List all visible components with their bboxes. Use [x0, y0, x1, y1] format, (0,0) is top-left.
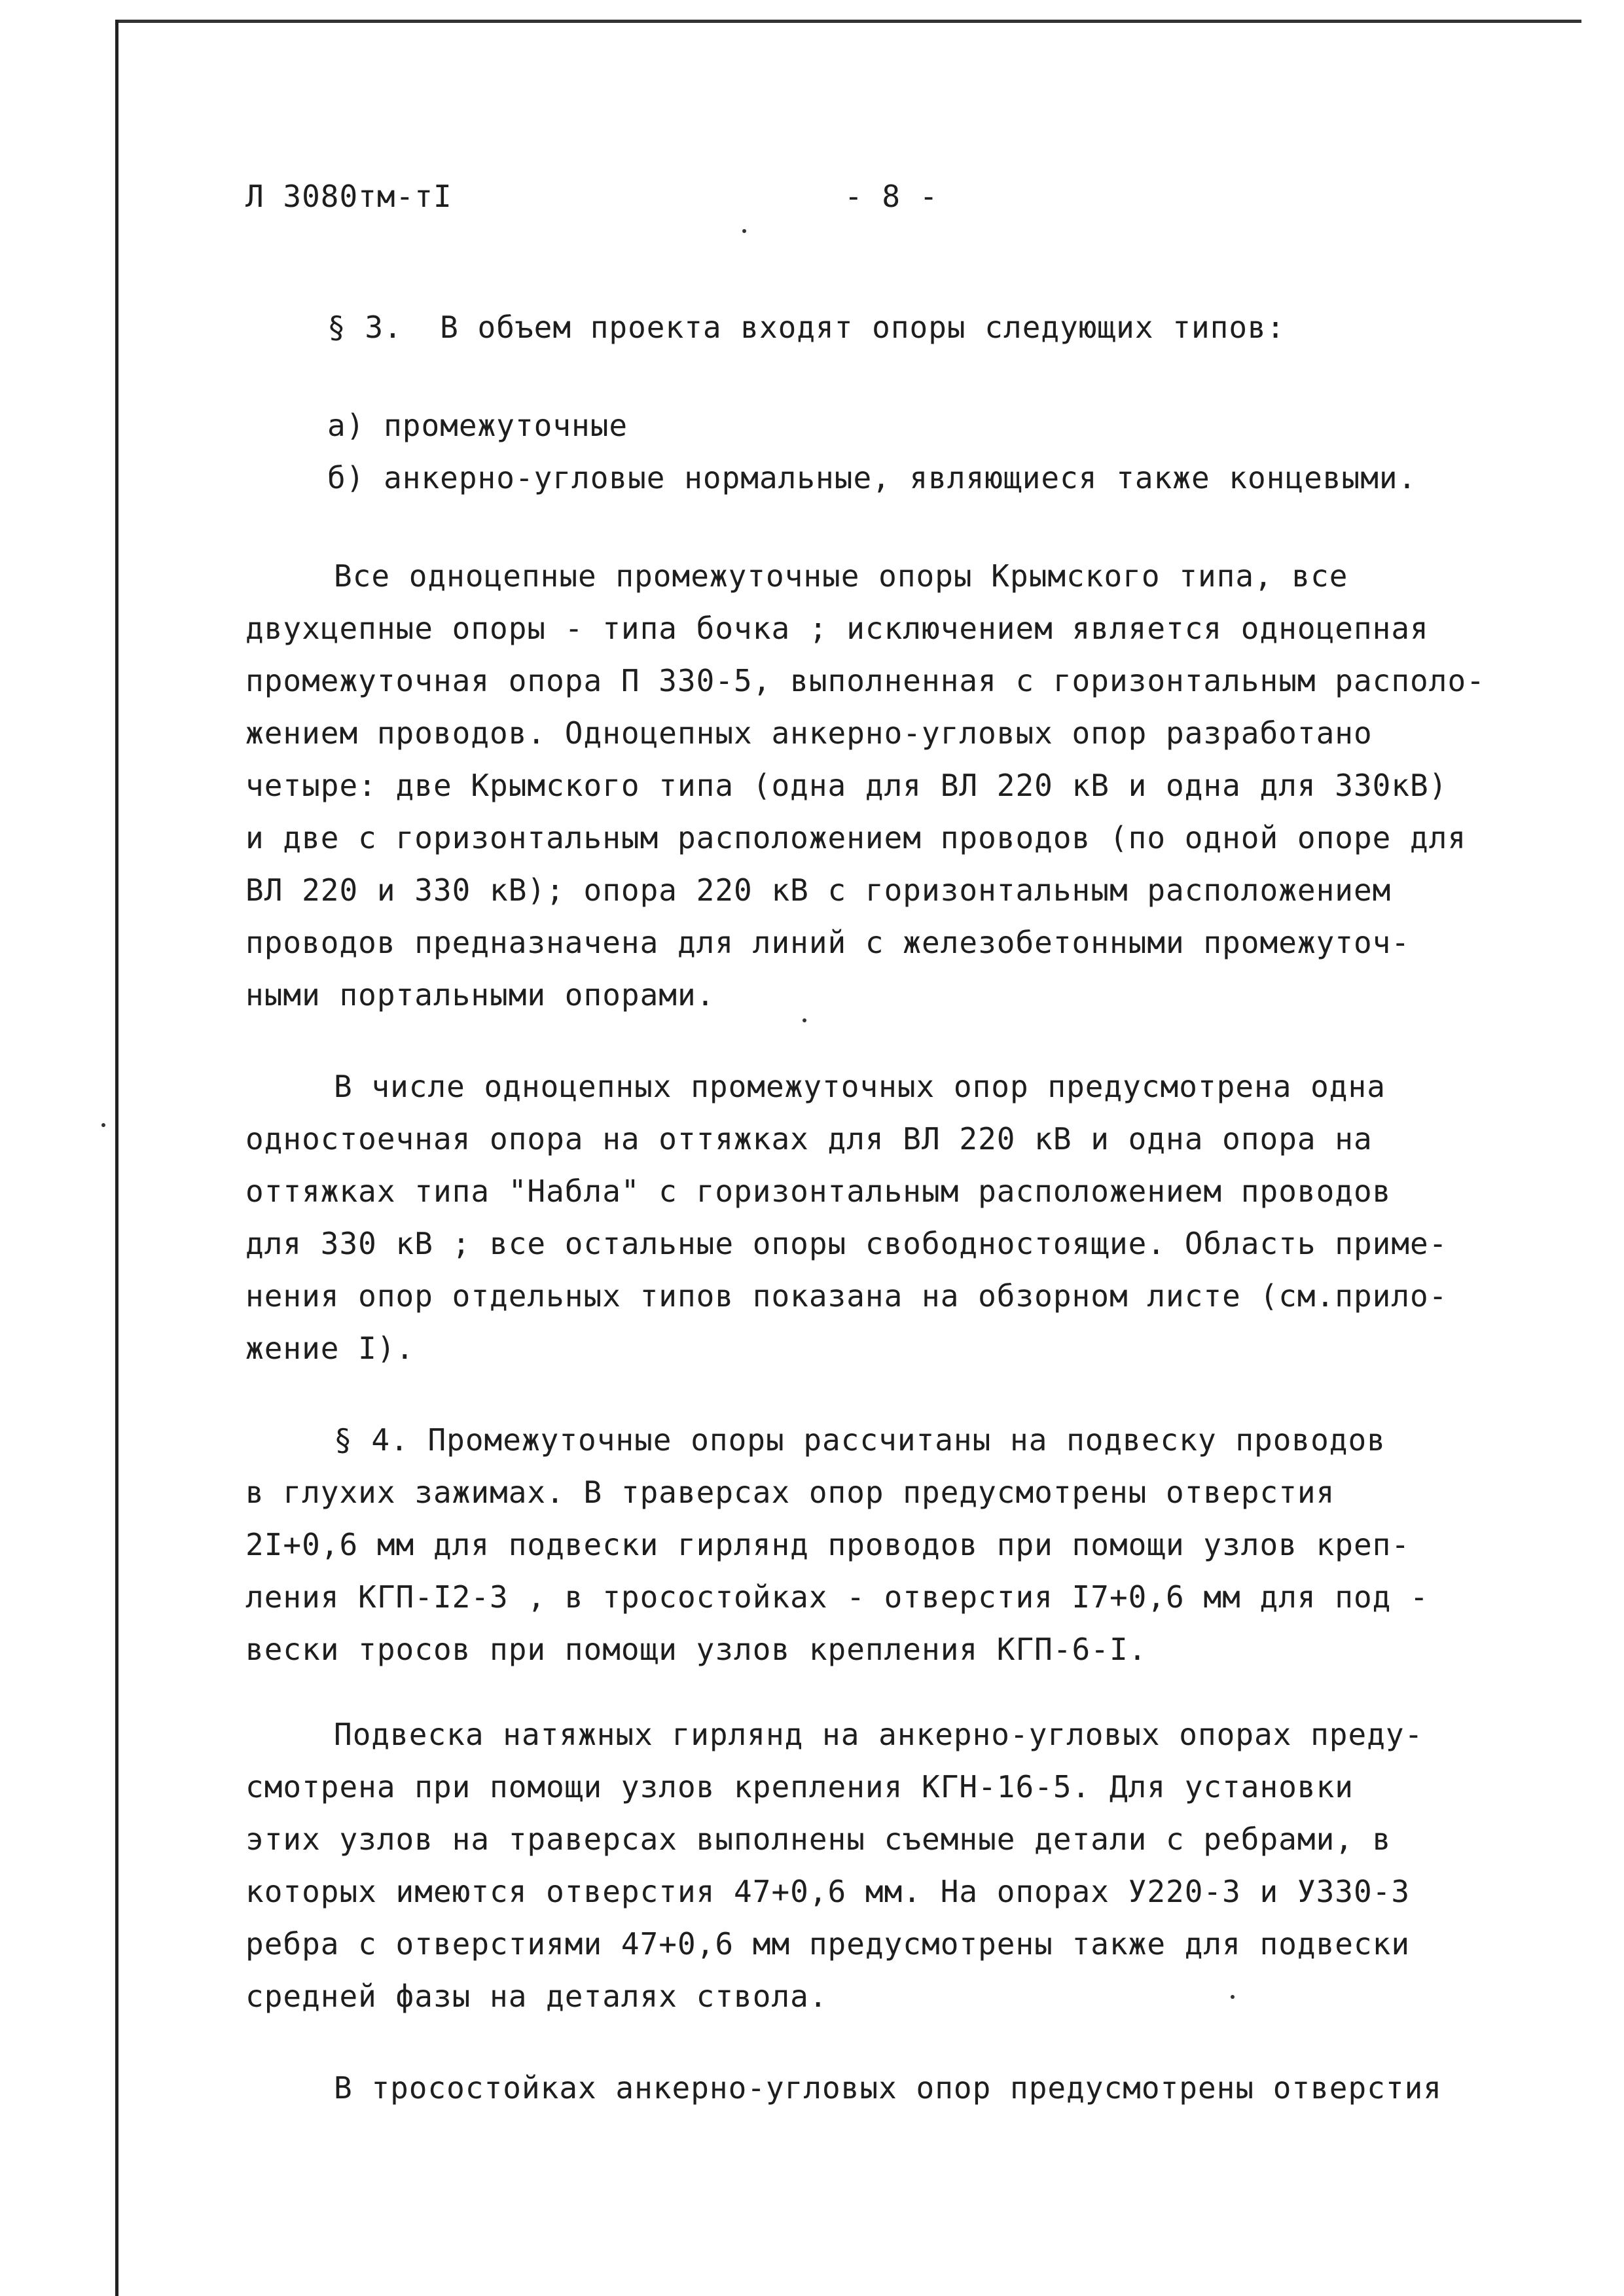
section-4-line: вески тросов при помощи узлов крепления КГП-6-I.: [245, 1632, 1147, 1667]
paragraph-1-line: четыре: две Крымского типа (одна для ВЛ 220 кВ и одна для 330кВ): [245, 768, 1448, 803]
paragraph-3-line: этих узлов на траверсах выполнены съемные детали с ребрами, в: [245, 1821, 1392, 1857]
section-4-line: ления КГП-I2-3 , в тросостойках - отверстия I7+0,6 мм для под -: [245, 1579, 1429, 1615]
paragraph-3-line: смотрена при помощи узлов крепления КГН-16-5. Для установки: [245, 1769, 1354, 1804]
paragraph-1-line: ными портальными опорами.: [245, 977, 715, 1013]
paragraph-4-line: В тросостойках анкерно-угловых опор предусмотрены отверстия: [334, 2070, 1442, 2106]
section-4-line: в глухих зажимах. В траверсах опор предусмотрены отверстия: [245, 1475, 1335, 1510]
section-4-line: § 4. Промежуточные опоры рассчитаны на подвеску проводов: [334, 1422, 1386, 1458]
section-3-heading: § 3. В объем проекта входят опоры следующих типов:: [327, 310, 1286, 345]
paragraph-1-line: ВЛ 220 и 330 кВ); опора 220 кВ с горизонтальным расположением: [245, 872, 1392, 908]
paragraph-2-line: оттяжках типа "Набла" с горизонтальным расположением проводов: [245, 1174, 1392, 1209]
paragraph-2-line: одностоечная опора на оттяжках для ВЛ 220 кВ и одна опора на: [245, 1121, 1373, 1157]
paragraph-2-line: нения опор отдельных типов показана на обзорном листе (см.прило-: [245, 1278, 1448, 1314]
paragraph-2-line: для 330 кВ ; все остальные опоры свободностоящие. Область приме-: [245, 1226, 1448, 1261]
paragraph-2-line: В числе одноцепных промежуточных опор предусмотрена одна: [334, 1069, 1386, 1104]
list-item-a: а) промежуточные: [327, 408, 628, 443]
paragraph-3-line: ребра с отверстиями 47+0,6 мм предусмотрены также для подвески: [245, 1926, 1411, 1962]
section-4-line: 2I+0,6 мм для подвески гирлянд проводов при помощи узлов креп-: [245, 1527, 1411, 1562]
document-code: Л 3080тм-тI: [245, 179, 452, 214]
paragraph-3-line: Подвеска натяжных гирлянд на анкерно-угловых опорах преду-: [334, 1717, 1424, 1752]
paragraph-2-line: жение I).: [245, 1331, 415, 1366]
paragraph-1-line: Все одноцепные промежуточные опоры Крымского типа, все: [334, 558, 1348, 594]
paragraph-1-line: жением проводов. Одноцепных анкерно-угловых опор разработано: [245, 715, 1373, 751]
paragraph-3-line: которых имеются отверстия 47+0,6 мм. На опорах У220-3 и У330-3: [245, 1874, 1411, 1909]
paragraph-3-line: средней фазы на деталях ствола.: [245, 1979, 828, 2014]
list-item-b: б) анкерно-угловые нормальные, являющиеся также концевыми.: [327, 460, 1417, 495]
paragraph-1-line: и две с горизонтальным расположением проводов (по одной опоре для: [245, 820, 1467, 855]
paragraph-1-line: промежуточная опора П 330-5, выполненная с горизонтальным располо-: [245, 663, 1485, 698]
paragraph-1-line: проводов предназначена для линий с железобетонными промежуточ-: [245, 925, 1411, 960]
page-number: - 8 -: [844, 179, 939, 214]
paragraph-1-line: двухцепные опоры - типа бочка ; исключением является одноцепная: [245, 611, 1429, 646]
